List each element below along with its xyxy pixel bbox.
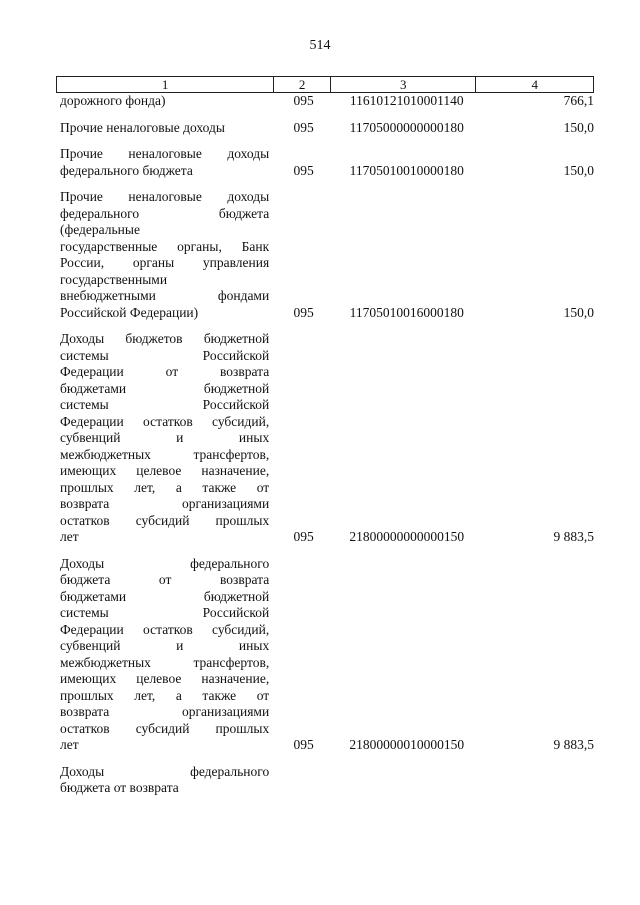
row-name-line: прошлых лет, а также от xyxy=(60,479,270,495)
row-name xyxy=(56,331,269,546)
row-name xyxy=(56,146,269,179)
row-name-line: России, органы управления xyxy=(60,255,270,270)
row-name-line: (федеральные xyxy=(60,222,140,237)
row-budget-code: 11610121010001140 xyxy=(349,93,464,108)
row-name xyxy=(56,764,269,797)
row-name-line: Федерации остатков субсидий, xyxy=(60,621,270,637)
row-name-line: внебюджетными фондами xyxy=(60,288,270,303)
table-header xyxy=(56,76,594,93)
row-name-line: Прочие неналоговые доходы xyxy=(60,146,270,161)
row-name-line: возврата организациями xyxy=(60,496,270,511)
row-name-line: Федерации от возврата xyxy=(60,364,270,379)
row-name-line: прошлых лет, а также от xyxy=(60,687,270,703)
row-name-line: бюджетами бюджетной xyxy=(60,588,270,604)
row-amount: 150,0 xyxy=(563,162,594,178)
row-name-line: остатков субсидий прошлых xyxy=(60,512,270,528)
row-name xyxy=(56,556,269,754)
row-name-line: дорожного фонда) xyxy=(60,93,166,108)
row-name-line: Доходы федерального xyxy=(60,555,270,571)
row-admin-code: 095 xyxy=(293,737,314,752)
row-amount: 150,0 xyxy=(563,119,594,135)
row-budget-code: 11705000000000180 xyxy=(349,119,464,135)
row-name-line: системы Российской xyxy=(60,347,270,363)
page-number: 514 xyxy=(309,38,331,53)
row-admin-code: 095 xyxy=(293,304,314,320)
row-name-line: возврата организациями xyxy=(60,704,270,719)
row-name-line: межбюджетных трансфертов, xyxy=(60,654,270,670)
row-name-line: межбюджетных трансфертов, xyxy=(60,446,270,462)
table-row xyxy=(56,189,594,321)
table-row xyxy=(56,764,594,797)
row-budget-code: 11705010010000180 xyxy=(349,162,464,178)
table-row xyxy=(56,93,594,110)
row-budget-code: 21800000010000150 xyxy=(349,737,465,752)
row-amount: 150,0 xyxy=(563,304,594,320)
table-row xyxy=(56,120,594,137)
row-name-line: субвенций и иных xyxy=(60,430,270,445)
header-col-1: 1 xyxy=(57,77,274,92)
row-admin-code: 095 xyxy=(293,93,314,108)
row-name xyxy=(56,120,269,137)
row-name-line: субвенций и иных xyxy=(60,638,270,653)
header-col-4: 4 xyxy=(531,77,538,92)
row-name-line: имеющих целевое назначение, xyxy=(60,671,270,686)
table-body xyxy=(56,93,594,797)
row-name-line: бюджетами бюджетной xyxy=(60,380,270,396)
row-name xyxy=(56,189,269,321)
table-row xyxy=(56,146,594,179)
table-row xyxy=(56,331,594,546)
row-admin-code: 095 xyxy=(293,162,314,178)
row-name-line: государственные органы, Банк xyxy=(60,238,270,254)
row-name-line: государственными xyxy=(60,271,168,287)
row-name-line: остатков субсидий прошлых xyxy=(60,720,270,736)
table-row xyxy=(56,556,594,754)
row-name-line: Прочие неналоговые доходы xyxy=(60,189,270,204)
header-col-3: 3 xyxy=(331,77,476,92)
row-name-line: системы Российской xyxy=(60,605,270,620)
row-name-line: Доходы бюджетов бюджетной xyxy=(60,331,270,346)
header-col-2: 2 xyxy=(274,77,331,92)
row-name-line: Российской Федерации) xyxy=(60,304,199,320)
row-name-line: Прочие неналоговые доходы xyxy=(60,119,225,135)
row-name-line: лет xyxy=(60,737,79,752)
row-name-line: Федерации остатков субсидий, xyxy=(60,413,270,429)
row-amount: 9 883,5 xyxy=(553,737,594,752)
row-name-line: системы Российской xyxy=(60,397,270,412)
row-amount: 766,1 xyxy=(563,93,594,108)
row-budget-code: 11705010016000180 xyxy=(349,304,464,320)
row-admin-code: 095 xyxy=(293,119,314,135)
row-name-line: федерального бюджета xyxy=(60,162,193,178)
row-name xyxy=(56,93,269,110)
row-name-line: лет xyxy=(60,529,79,544)
row-name-line: Доходы федерального xyxy=(60,763,270,779)
row-amount: 9 883,5 xyxy=(553,529,594,544)
row-name-line: федерального бюджета xyxy=(60,205,270,221)
row-name-line: бюджета от возврата xyxy=(60,572,270,587)
row-admin-code: 095 xyxy=(293,529,314,544)
row-name-line: бюджета от возврата xyxy=(60,780,179,795)
row-name-line: имеющих целевое назначение, xyxy=(60,463,270,478)
row-budget-code: 21800000000000150 xyxy=(349,529,465,544)
